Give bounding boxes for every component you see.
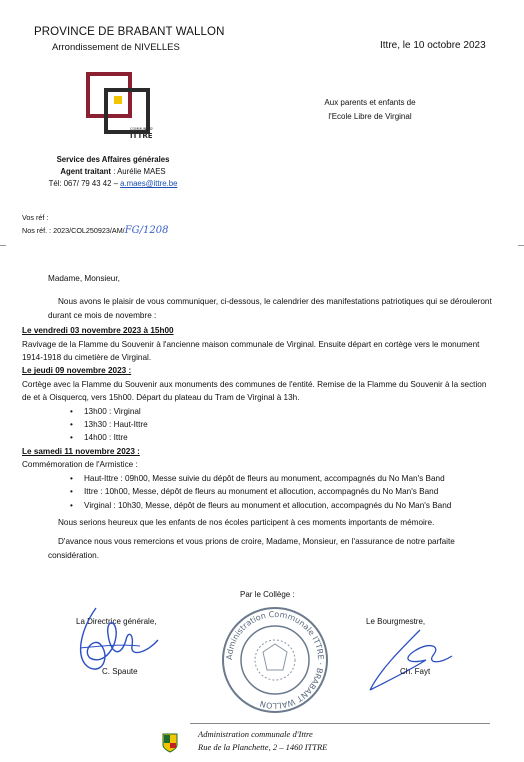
list-item: • 14h00 : Ittre (70, 431, 496, 444)
left-signatory-title: La Directrice générale, (76, 617, 157, 626)
salutation: Madame, Monsieur, (48, 274, 120, 283)
list-item: • Virginal : 10h30, Messe, dépôt de fleurs au monument et allocution, accompagnés du No Man's Band (70, 499, 496, 512)
footer-address (198, 728, 327, 754)
intro-paragraph: Nous avons le plaisir de vous communiquer, ci-dessous, le calendrier des manifestations patriotiques qui se dérouleront durant ce mois de novembre : (48, 297, 492, 320)
section-title: Le jeudi 09 novembre 2023 : (22, 366, 132, 376)
fold-mark-left (0, 245, 6, 246)
phone: Tél: 067/ 79 43 42 – (48, 179, 118, 188)
recipient-block (300, 96, 440, 124)
official-seal (215, 600, 335, 720)
handwritten-ref: FG/1208 (124, 225, 169, 236)
logo-small-text: COMMUNE D' (130, 127, 154, 131)
closing-paragraph-2: D'avance nous vous remercions et vous prions de croire, Madame, Monsieur, en l'assurance de notre parfaite considération. (48, 537, 455, 560)
closing-paragraph-1: Nous serions heureux que les enfants de nos écoles participent à ces moments importants de mémoire. (58, 517, 435, 527)
service-block (28, 154, 198, 190)
seal-text: Administration Communale ITTRE · BRABANT WALLON (224, 609, 326, 711)
agent-line (28, 166, 198, 178)
section-title: Le samedi 11 novembre 2023 : (22, 446, 140, 456)
letter-date: Ittre, le 10 octobre 2023 (380, 40, 486, 51)
list-item: • Ittre : 10h00, Messe, dépôt de fleurs au monument et allocution, accompagnés du No Man's Band (70, 485, 496, 498)
right-signatory-name: Ch. Fayt (400, 667, 431, 676)
logo-name: ITTRE (130, 132, 153, 140)
our-ref (22, 224, 168, 237)
footer-line-1: Administration communale d'Ittre (198, 729, 313, 739)
schedule-list (48, 405, 496, 445)
contact-line (28, 178, 198, 190)
right-signatory-title: Le Bourgmestre, (366, 617, 426, 626)
letter-body (22, 272, 496, 562)
section-title: Le vendredi 03 novembre 2023 à 15h00 (22, 326, 174, 336)
list-item: • Haut-Ittre : 09h00, Messe suivie du dépôt de fleurs au monument, accompagnés du No Man's Band (70, 472, 496, 485)
fold-mark-right (518, 245, 524, 246)
right-signature (360, 620, 460, 700)
footer-divider (190, 723, 490, 724)
svg-text:Administration Communale ITTRE (225, 610, 325, 710)
footer-line-2: Rue de la Planchette, 2 – 1460 ITTRE (198, 742, 328, 752)
coat-of-arms-icon (162, 733, 178, 753)
agent-label: Agent traitant (60, 167, 112, 176)
commune-logo (86, 72, 156, 144)
section-text: Ravivage de la Flamme du Souvenir à l'ancienne maison communale de Virginal. Ensuite départ en cortège vers le monument 1914-1918 du cimetière de Virginal. (22, 339, 480, 363)
recipient-line-2: l'Ecole Libre de Virginal (328, 112, 412, 121)
section-text: Cortège avec la Flamme du Souvenir aux monuments des communes de l'entité. Remise de la Flamme du Souvenir à la section de et à Oisquercq, vers 15h00. Départ du plateau du Tram de Virginal à 13h. (22, 379, 487, 403)
signatures-header: Par le Collège : (240, 590, 295, 599)
list-item: • 13h00 : Virginal (70, 405, 496, 418)
schedule-list (48, 472, 496, 512)
references (22, 211, 168, 237)
arrondissement: Arrondissement de NIVELLES (52, 42, 180, 53)
list-item: • 13h30 : Haut-Ittre (70, 418, 496, 431)
our-ref-text: Nos réf. : 2023/COL250923/AM/ (22, 226, 125, 235)
section-text: Commémoration de l'Armistice : (22, 460, 138, 470)
agent-name: : Aurélie MAES (113, 167, 166, 176)
province-name: PROVINCE DE BRABANT WALLON (34, 26, 225, 38)
email-link[interactable]: a.maes@ittre.be (120, 179, 178, 188)
service-title: Service des Affaires générales (56, 155, 170, 164)
recipient-line-1: Aux parents et enfants de (324, 98, 416, 107)
left-signatory-name: C. Spaute (102, 667, 138, 676)
your-ref: Vos réf : (22, 213, 49, 222)
